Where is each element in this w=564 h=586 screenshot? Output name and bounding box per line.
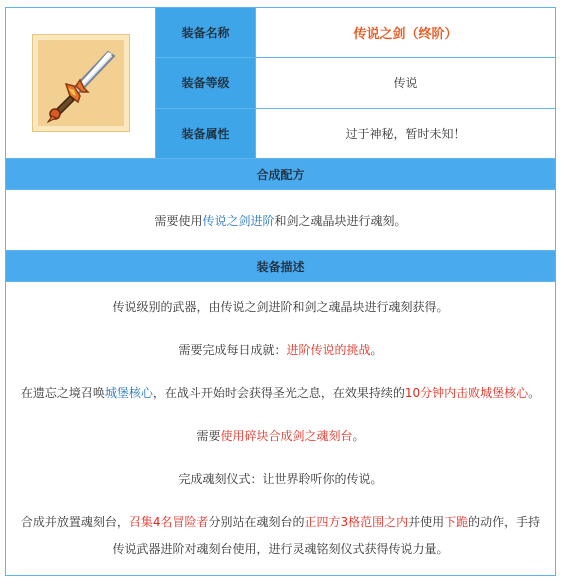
legendary-sword-icon xyxy=(33,35,129,131)
castle-core-link[interactable]: 城堡核心 xyxy=(104,386,153,400)
time-limit-highlight: 10分钟内击败城堡核心 xyxy=(404,386,529,400)
achievement-highlight: 进阶传说的挑战 xyxy=(286,343,371,357)
description-line-1: 传说级别的武器，由传说之剑进阶和剑之魂晶块进行魂刻获得。 xyxy=(112,300,449,314)
label-equipment-attributes: 装备属性 xyxy=(156,108,256,158)
value-equipment-name: 传说之剑（终阶） xyxy=(256,8,556,58)
kneel-highlight: 下跪 xyxy=(444,515,469,529)
section-title-description: 装备描述 xyxy=(6,251,556,282)
craft-altar-highlight: 使用碎块合成剑之魂刻台 xyxy=(220,429,353,443)
recipe-suffix: 和剑之魂晶块进行魂刻。 xyxy=(274,213,407,228)
description-line-7: 传说武器进阶对魂刻台使用，进行灵魂铭刻仪式获得传说力量。 xyxy=(112,542,449,556)
description-body xyxy=(6,282,556,576)
description-line-4: 需要使用碎块合成剑之魂刻台。 xyxy=(196,429,365,443)
range-highlight: 正四方3格范围之内 xyxy=(304,515,409,529)
value-equipment-attributes: 过于神秘，暂时未知！ xyxy=(256,108,556,158)
value-equipment-level: 传说 xyxy=(256,58,556,108)
recipe-prefix: 需要使用 xyxy=(154,213,203,228)
description-line-2: 需要完成每日成就：进阶传说的挑战。 xyxy=(178,343,383,357)
equipment-image-cell xyxy=(6,8,156,159)
section-title-recipe: 合成配方 xyxy=(6,159,556,190)
equipment-table xyxy=(5,7,556,576)
label-equipment-name: 装备名称 xyxy=(156,8,256,58)
description-line-5: 完成魂刻仪式：让世界聆听你的传说。 xyxy=(178,472,383,486)
description-line-3: 在遗忘之境召唤城堡核心，在战斗开始时会获得圣光之息，在效果持续的10分钟内击败城堡核心。 xyxy=(20,386,541,400)
recipe-link-legendary-sword-advance[interactable]: 传说之剑进阶 xyxy=(202,213,275,228)
description-line-6: 合成并放置魂刻台，召集4名冒险者分别站在魂刻台的正四方3格范围之内并使用下跪的动作，手持 xyxy=(20,515,541,529)
equipment-panel xyxy=(5,7,555,576)
gather-adventurers-highlight: 召集4名冒险者 xyxy=(128,515,209,529)
label-equipment-level: 装备等级 xyxy=(156,58,256,108)
recipe-text xyxy=(6,190,556,251)
